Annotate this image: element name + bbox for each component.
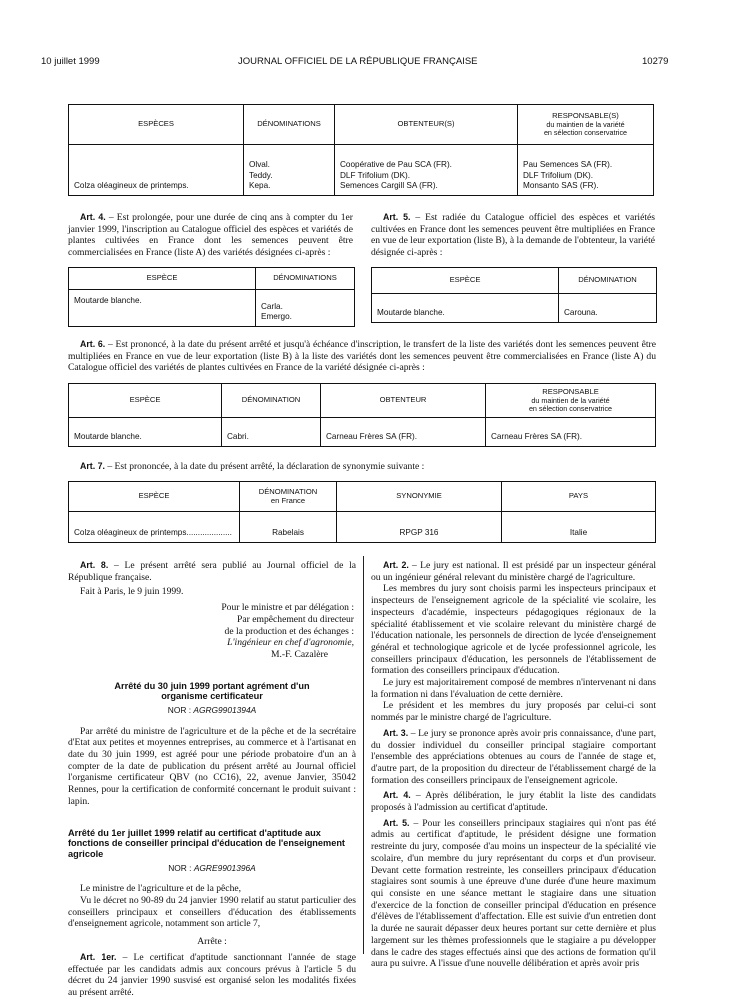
article-3: Art. 3. – Le jury se prononce après avoir pris connaissance, d'une part, du dossier individuel du conseiller principal stagiaire comportant l'ensemble des appréciations obtenues au cours de l'année de stage et, d'autre part, de la proposition du directeur de l'établissement chargé de la formation des conseillers principaux de l'enseignement agricole. [371, 727, 657, 786]
cell-species: Colza oléagineux de printemps. [69, 145, 244, 196]
cell-species: Colza oléagineux de printemps.................... [69, 512, 240, 543]
signature-place-date: Fait à Paris, le 9 juin 1999. [80, 586, 184, 598]
col-header-obtenteur: OBTENTEUR [321, 384, 486, 418]
cell-pays: Italie [502, 512, 656, 543]
nor-reference: NOR : AGRG9901394A [167, 705, 257, 716]
signature-block: Pour le ministre et par délégation : Par empêchement du directeur de la production et des échanges : L'ingénieur en chef d'agronomie, M.-F. Cazalère [221, 602, 354, 660]
article-2: Art. 2. – Le jury est national. Il est présidé par un inspecteur général ou un ingénieur général relevant du ministère chargé de l'agriculture. [371, 560, 656, 583]
cell-denominations: Carla. Emergo. [256, 290, 355, 327]
article-5: Art. 5. – Est radiée du Catalogue officiel des espèces et variétés cultivées en France dont les semences peuvent être multipliées en France en vue de leur exportation (liste B), à la demande de l'obtenteur, la variété désignée ci-après : [371, 212, 655, 259]
article-1: Art. 1er. – Le certificat d'aptitude sanctionnant l'année de stage effectuée par les candidats admis aux concours prévus à l'article 5 du décret du 24 janvier 1990 susvisé est organisé selon les modalités fixées au présent arrêté. [68, 951, 356, 998]
paragraph-jury-composition: Le jury est majoritairement composé de membres n'intervenant ni dans la formation ni dans l'évaluation de cette dernière. [371, 677, 656, 700]
cell-denomination: Cabri. [222, 418, 321, 447]
col-header-espece: ESPÈCE [69, 268, 256, 290]
arrete-text-certificateur: Par arrêté du ministre de l'agriculture et de la pêche et de la secrétaire d'Etat aux petites et moyennes entreprises, au commerce et à l'artisanat en date du 30 juin 1999, est agréé pour une période probatoire d'un an à compter de la date de publication du présent arrêté au Journal officiel l'organisme certificateur QBV (no CC16), 22, avenue Janvier, 35042 Rennes, pour la certification de conformité concernant le produit suivant : lapin. [68, 725, 356, 807]
cell-obtenteur: Carneau Frères SA (FR). [321, 418, 486, 447]
cell-denominations: Olval. Teddy. Kepa. [244, 145, 335, 196]
col-header-obtenteurs: OBTENTEUR(S) [335, 105, 518, 145]
col-header-denominations: DÉNOMINATIONS [256, 268, 355, 290]
ministre-line: Le ministre de l'agriculture et de la pêche, [80, 883, 242, 895]
article-7: Art. 7. – Est prononcée, à la date du présent arrêté, la déclaration de synonymie suivante : [80, 461, 425, 472]
col-header-espece: ESPÈCE [372, 268, 559, 294]
arrete-title-certificat: Arrêté du 1er juillet 1999 relatif au certificat d'aptitude aux fonctions de conseiller principal d'éducation de l'enseignement agricole [68, 827, 345, 860]
cell-synonymie: RPGP 316 [337, 512, 502, 543]
column-divider [363, 556, 364, 954]
article-8: Art. 8. – Le présent arrêté sera publié au Journal officiel de la République française. [68, 560, 356, 583]
varieties-table [68, 104, 654, 196]
cell-denomination: Rabelais [240, 512, 337, 543]
nor-reference: NOR : AGRE9901396A [168, 863, 256, 874]
col-header-especes: ESPÈCES [69, 105, 244, 145]
article-5-jury: Art. 5. – Pour les conseillers principaux stagiaires qui n'ont pas été admis au certificat d'aptitude, le président désigne une formation restreinte du jury, composée d'au moins un inspecteur de la spécialité vie scolaire, d'un membre du jury représentant du corps et d'un proviseur. Devant cette formation restreinte, les conseillers principaux d'éducation stagiaires sont soumis à une épreuve d'une durée d'une heure maximum qui consiste en une séance mettant le stagiaire dans une situation d'exercice de la fonction de conseiller principal d'éducation en présence d'élèves de l'établissement d'affectation. Elle est suivie d'un entretien dont la durée ne saurait dépasser deux heures portant sur cette dernière et plus largement sur les thèmes professionnels que le stagiaire a pu développer dans le cadre des stages effectués ainsi que des actions de formation qu'il aura pu suivre. A l'issue d'une nouvelle délibération et après avoir pris [371, 817, 656, 970]
arrete-label: Arrête : [197, 936, 227, 948]
paragraph-jury-members: Les membres du jury sont choisis parmi les inspecteurs principaux et inspecteurs de l'enseignement agricole de la spécialité vie scolaire, les inspecteurs d'académie, inspecteurs pédagogiques régionaux de la spécialité établissement et vie scolaire relevant du ministère chargé de l'éducation nationale, les personnels de direction de lycée d'enseignement général et technologique agricole et de lycée professionnel agricole, les conseillers principaux d'éducation, les personnels de l'établissement de formation des conseillers principaux d'éducation. [371, 583, 656, 677]
cell-responsables: Pau Semences SA (FR). DLF Trifolium (DK). Monsanto SAS (FR). [518, 145, 654, 196]
left-column [68, 560, 356, 999]
paragraph-jury-nomination: Le président et les membres du jury proposés par celui-ci sont nommés par le ministre chargé de l'agriculture. [371, 700, 656, 724]
article-6: Art. 6. – Est prononcé, à la date du présent arrêté et jusqu'à échéance d'inscription, le transfert de la liste des variétés dont les semences peuvent être multipliées en France en vue de leur exportation (liste B) à la liste des variétés dont les semences peuvent être commercialisées en France (liste A) du Catalogue officiel des variétés de plantes cultivées en France de la variété désignée ci-après : [68, 339, 656, 374]
article-4-jury: Art. 4. – Après délibération, le jury établit la liste des candidats proposés à l'admission au certificat d'aptitude. [371, 790, 656, 814]
vu-decret: Vu le décret no 90-89 du 24 janvier 1990 relatif au statut particulier des conseillers principaux et conseillers d'éducation des établissements d'enseignement agricole, notamment son article 7, [68, 895, 356, 930]
col-header-denomination: DÉNOMINATION [222, 384, 321, 418]
cell-species: Moutarde blanche. [69, 418, 222, 447]
cell-species: Moutarde blanche. [69, 290, 256, 327]
col-header-pays: PAYS [502, 482, 656, 512]
col-header-denomination: DÉNOMINATION en France [240, 482, 337, 512]
art6-table [68, 383, 656, 447]
art4-table [68, 267, 355, 327]
col-header-denomination: DÉNOMINATION [559, 268, 657, 294]
art7-table [68, 481, 656, 543]
col-header-synonymie: SYNONYMIE [337, 482, 502, 512]
article-4: Art. 4. – Est prolongée, pour une durée de cinq ans à compter du 1er janvier 1999, l'inscription au Catalogue officiel des espèces et variétés de plantes cultivées en France dont les semences peuvent être commercialisées en France (liste A) des variétés désignées ci-après : [68, 212, 353, 259]
header-journal-title: JOURNAL OFFICIEL DE LA RÉPUBLIQUE FRANÇAISE [238, 56, 478, 67]
cell-obtenteurs: Coopérative de Pau SCA (FR). DLF Trifolium (DK). Semences Cargill SA (FR). [335, 145, 518, 196]
cell-species: Moutarde blanche. [372, 294, 559, 323]
cell-denomination: Carouna. [559, 294, 657, 323]
col-header-espece: ESPÈCE [69, 384, 222, 418]
cell-responsable: Carneau Frères SA (FR). [486, 418, 656, 447]
col-header-responsable: RESPONSABLE du maintien de la variété en sélection conservatrice [486, 384, 656, 418]
header-page-number: 10279 [642, 56, 669, 67]
col-header-espece: ESPÈCE [69, 482, 240, 512]
art5-table [371, 267, 657, 323]
col-header-responsables: RESPONSABLE(S) du maintien de la variété en sélection conservatrice [518, 105, 654, 145]
col-header-denominations: DÉNOMINATIONS [244, 105, 335, 145]
arrete-title-certificateur: Arrêté du 30 juin 1999 portant agrément d'un organisme certificateur [114, 680, 310, 702]
right-column [371, 560, 656, 970]
header-date: 10 juillet 1999 [41, 56, 100, 67]
